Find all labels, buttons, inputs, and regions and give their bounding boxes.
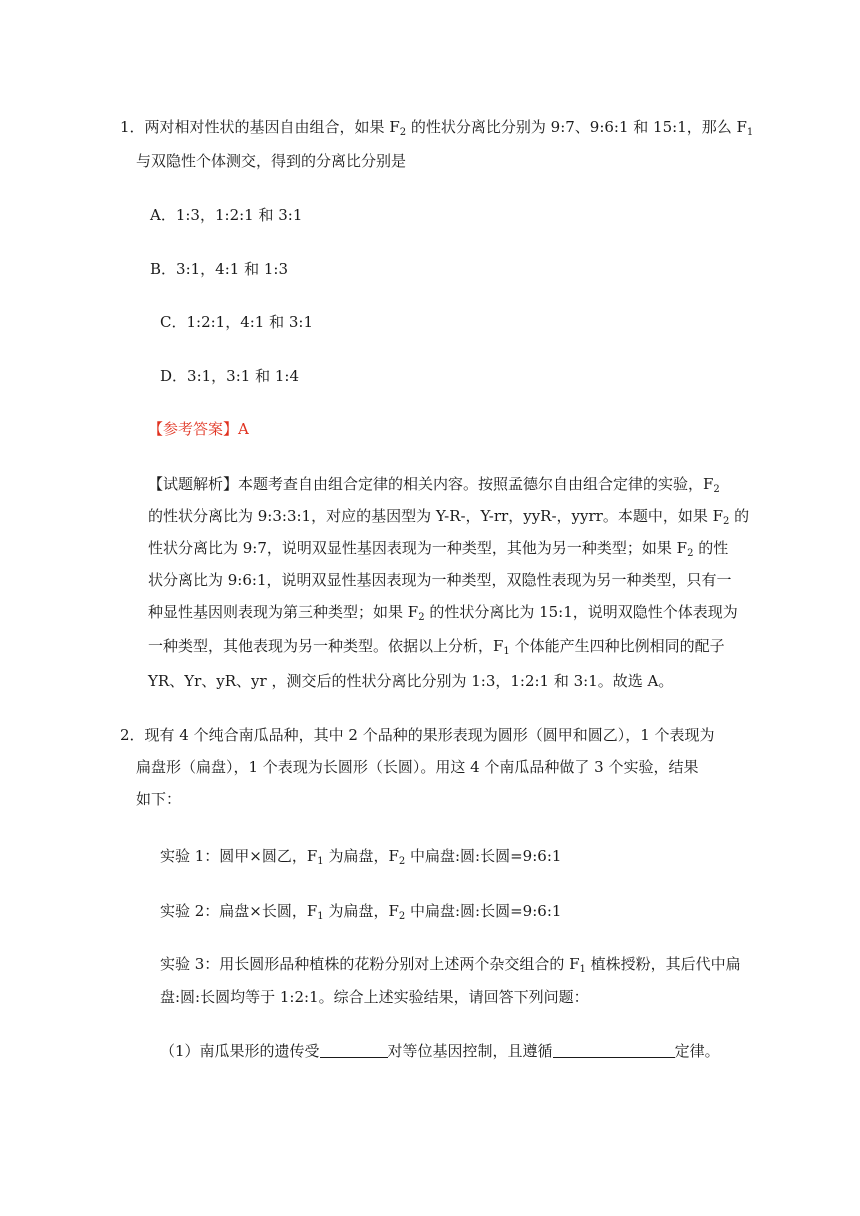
q1-analysis-line6: 一种类型，其他表现为另一种类型。依据以上分析，$F_1$ 个体能产生四种比例相同的配子 — [148, 637, 725, 657]
q1-analysis-line1: 【试题解析】本题考查自由组合定律的相关内容。按照孟德尔自由组合定律的实验，$F_2$ — [148, 475, 720, 495]
q2-subquestion-1: （1）南瓜果形的遗传受 对等位基因控制，且遵循 定律。 — [160, 1042, 720, 1060]
q1-analysis-line2: 的性状分离比为 9:3:3:1，对应的基因型为 Y-R-，Y-rr，yyR-，yyrr。本题中，如果 $F_2$ 的 — [148, 507, 750, 527]
answer-blank-2[interactable] — [553, 1042, 675, 1058]
q2-stem-line3: 如下： — [136, 790, 182, 808]
q1-option-b: B．3:1，4:1 和 1:3 — [150, 260, 288, 278]
answer-label: 【参考答案】 — [148, 420, 239, 438]
q2-stem-line1: 2．现有 4 个纯合南瓜品种，其中 2 个品种的果形表现为圆形（圆甲和圆乙），1 个表现为 — [120, 726, 715, 744]
q1-analysis-line7: YR、Yr、yR、yr ，测交后的性状分离比分别为 1:3，1:2:1 和 3:1。故选 A。 — [148, 672, 674, 690]
q1-analysis-line5: 种显性基因则表现为第三种类型；如果 $F_2$ 的性状分离比为 15:1，说明双隐性个体表现为 — [148, 603, 738, 623]
q2-experiment-2: 实验 2：扁盘×长圆，$F_1$ 为扁盘，$F_2$ 中扁盘:圆:长圆=9:6:1 — [160, 902, 562, 922]
q1-answer — [148, 418, 249, 439]
q1-option-d: D．3:1，3:1 和 1:4 — [160, 367, 299, 385]
answer-blank-1[interactable] — [320, 1042, 388, 1058]
q1-option-a: A．1:3，1:2:1 和 3:1 — [150, 206, 303, 224]
q2-experiment-3-line2: 盘:圆:长圆均等于 1:2:1。综合上述实验结果，请回答下列问题： — [160, 988, 589, 1006]
q2-experiment-3-line1: 实验 3：用长圆形品种植株的花粉分别对上述两个杂交组合的 $F_1$ 植株授粉，其后代中扁 — [160, 955, 741, 975]
q1-analysis-line4: 状分离比为 9:6:1，说明双显性基因表现为一种类型，双隐性表现为另一种类型，只有一 — [148, 571, 732, 589]
answer-value: A — [238, 420, 249, 438]
q1-analysis-line3: 性状分离比为 9:7，说明双显性基因表现为一种类型，其他为另一种类型；如果 $F_2$ 的性 — [148, 539, 729, 559]
q1-stem-line1: 1．两对相对性状的基因自由组合，如果 $F_2$ 的性状分离比分别为 9:7、9:6:1 和 15:1，那么 $F_1$ — [120, 118, 754, 138]
q2-stem-line2: 扁盘形（扁盘），1 个表现为长圆形（长圆）。用这 4 个南瓜品种做了 3 个实验，结果 — [136, 758, 699, 776]
q1-option-c: C．1:2:1，4:1 和 3:1 — [160, 313, 314, 331]
q2-experiment-1: 实验 1：圆甲×圆乙，$F_1$ 为扁盘，$F_2$ 中扁盘:圆:长圆=9:6:1 — [160, 847, 562, 867]
q1-stem-line2: 与双隐性个体测交，得到的分离比分别是 — [136, 152, 407, 170]
